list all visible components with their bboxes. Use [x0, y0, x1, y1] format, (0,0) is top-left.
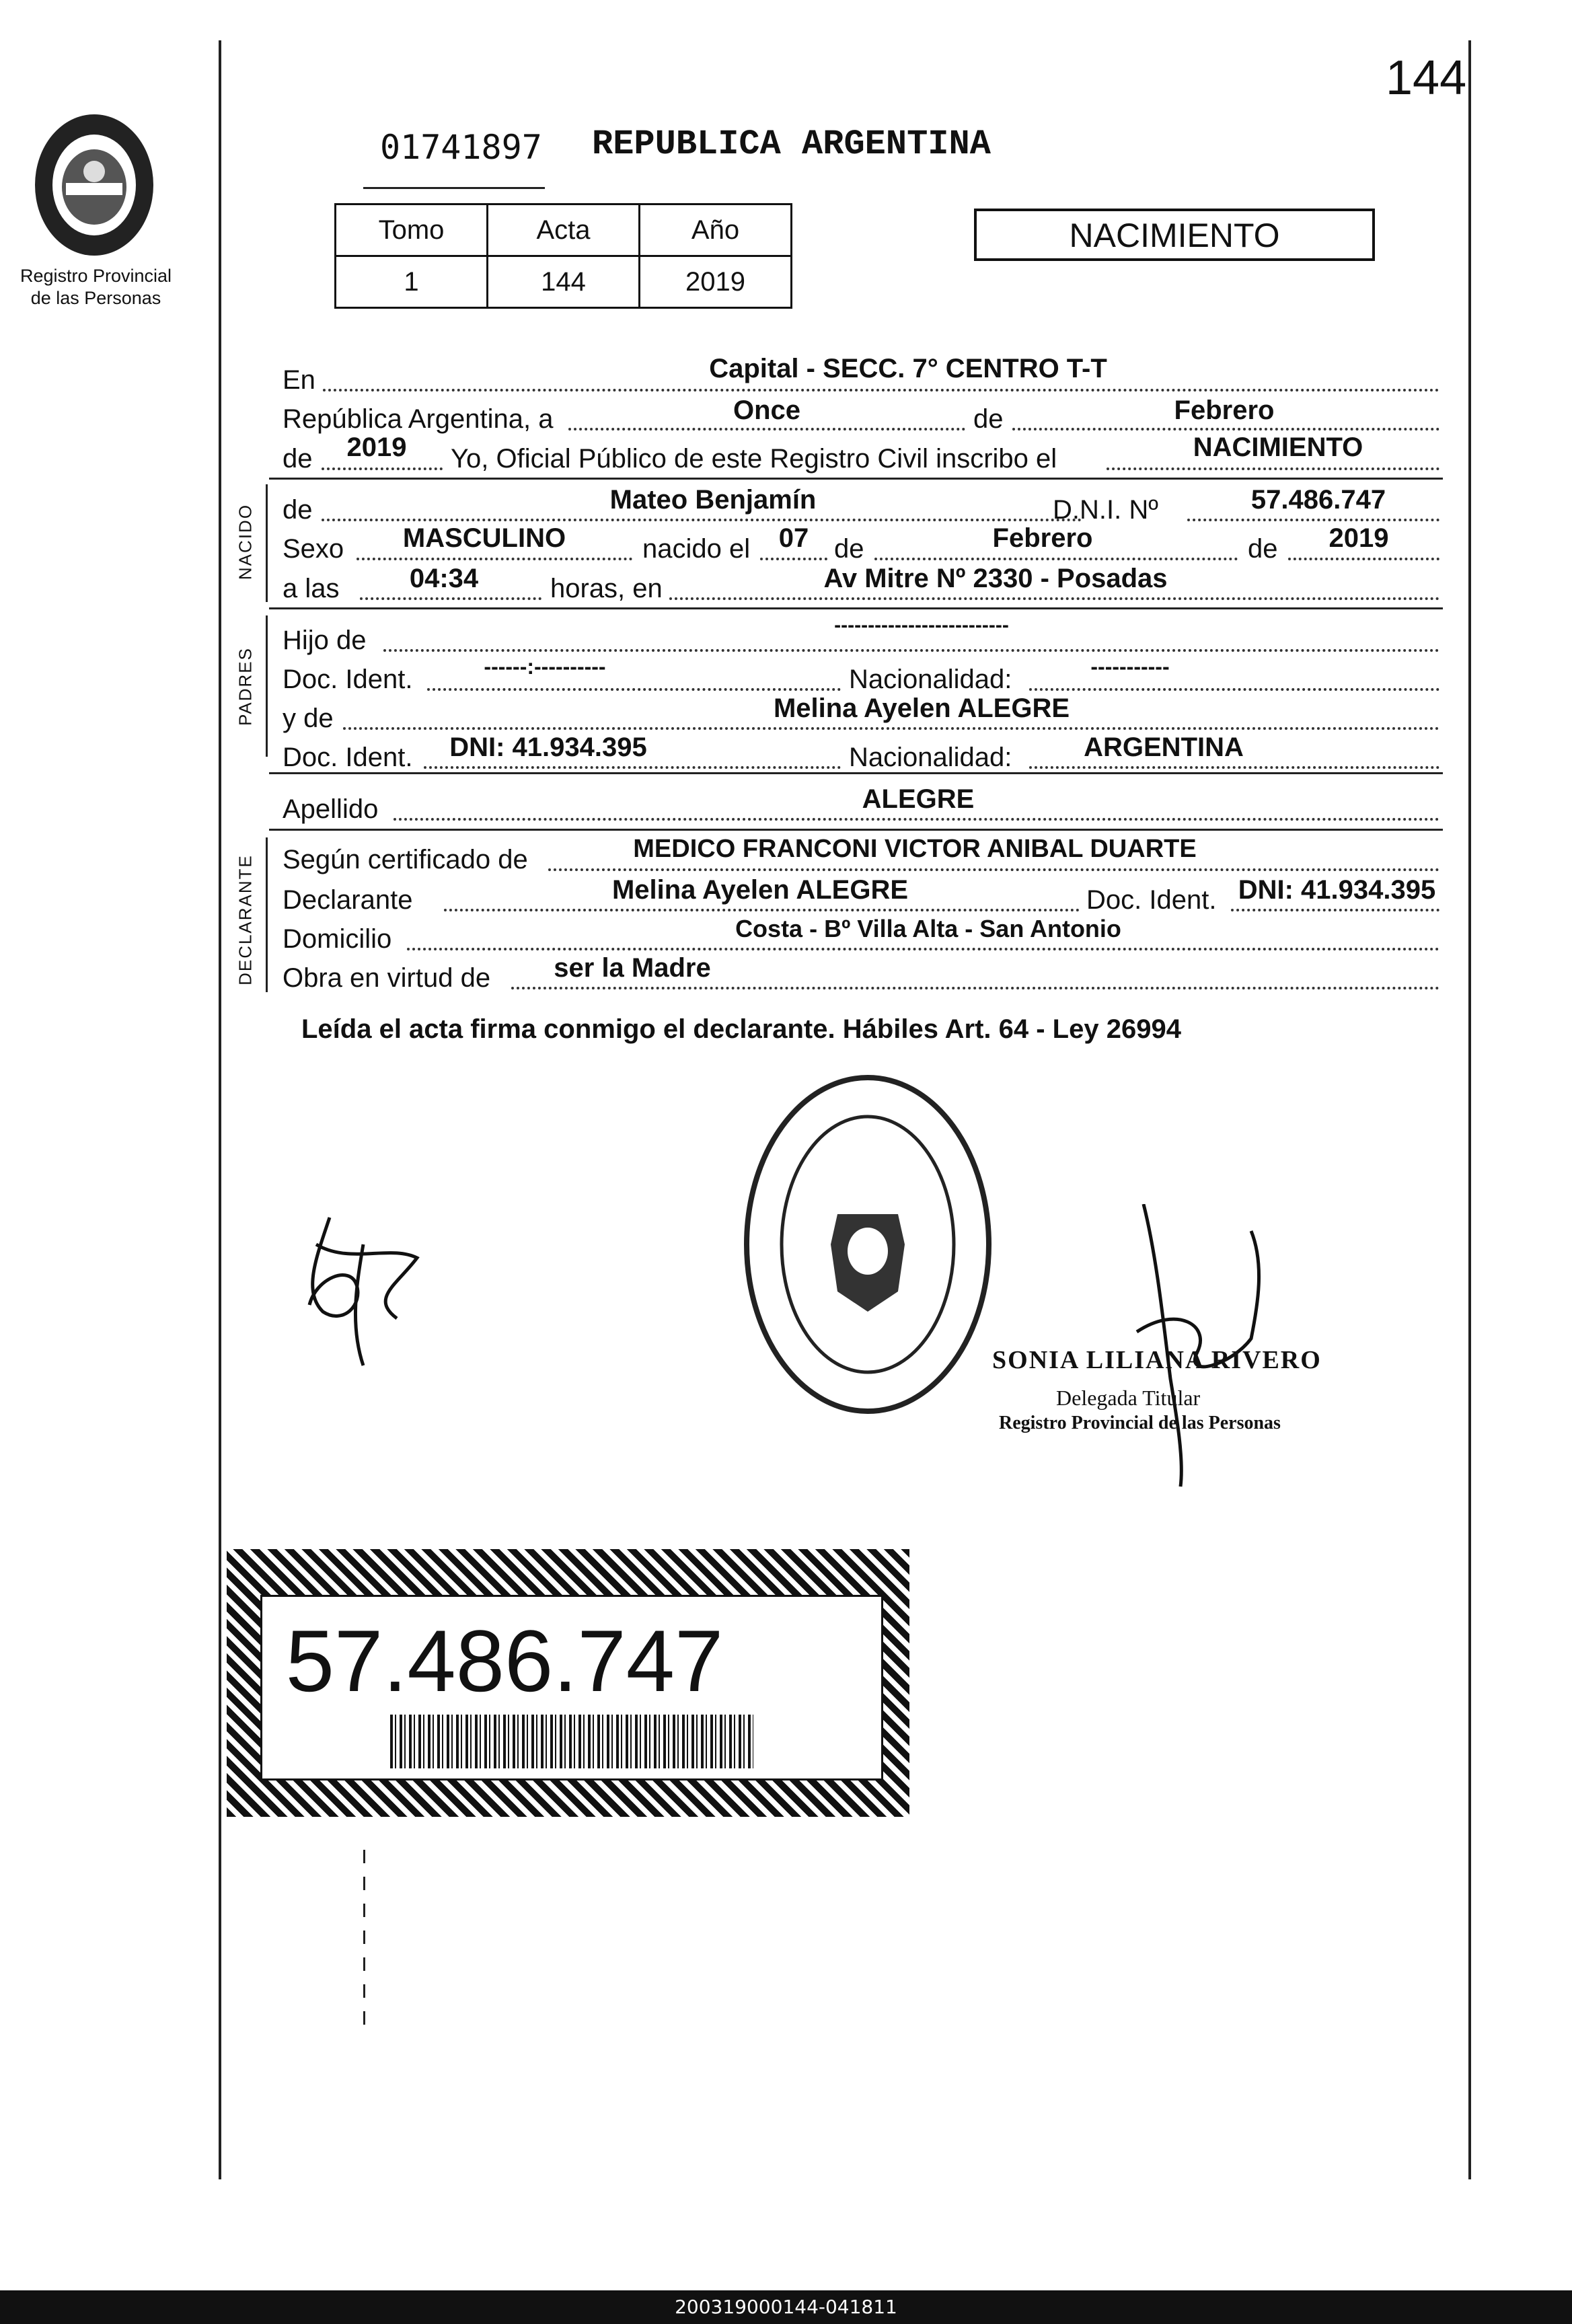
docdecl-value: DNI: 41.934.395: [1238, 875, 1436, 905]
serial-underline: [363, 187, 545, 189]
anio-value: 2019: [640, 256, 792, 308]
dni-value: 57.486.747: [1250, 485, 1386, 515]
hora-value: 04:34: [409, 564, 479, 593]
closing-statement: Leída el acta firma conmigo el declarante. Hábiles Art. 64 - Ley 26994: [301, 1014, 1181, 1044]
obra-dots: [511, 987, 1439, 989]
hora-dots: [360, 597, 541, 600]
en-value: Capital - SECC. 7° CENTRO T-T: [709, 354, 1107, 383]
domicilio-label: Domicilio: [283, 924, 392, 954]
declarante-bracket: [266, 837, 268, 992]
acta-value: 144: [488, 256, 640, 308]
document-title: REPUBLICA ARGENTINA: [592, 124, 991, 164]
section-divider-4: [269, 829, 1443, 831]
footer-code-bar: [0, 2290, 1572, 2324]
nacido-mes-dots: [874, 558, 1238, 560]
stamp-text: [780, 1083, 781, 1084]
section-divider-3: [269, 772, 1443, 774]
nacido-anio-dots: [1288, 558, 1439, 560]
apellido-dots: [394, 818, 1439, 821]
republica-label: República Argentina, a: [283, 404, 554, 434]
nacido-de-label: de: [834, 534, 864, 564]
official-role: Delegada Titular: [1056, 1386, 1201, 1410]
en-label: En: [283, 365, 315, 395]
nombre-value: Mateo Benjamín: [609, 485, 817, 515]
obra-label: Obra en virtud de: [283, 963, 491, 993]
nacido-anio: 2019: [1328, 523, 1389, 553]
dni-sticker: [227, 1549, 909, 1817]
sexo-label: Sexo: [283, 534, 344, 564]
cert-value: MEDICO FRANCONI VICTOR ANIBAL DUARTE: [633, 835, 1197, 863]
official-stamp: [737, 1070, 999, 1419]
document-type: NACIMIENTO: [1069, 217, 1280, 254]
sexo-value: MASCULINO: [402, 523, 566, 553]
madre-value: Melina Ayelen ALEGRE: [773, 694, 1070, 723]
lugar-value: Av Mitre Nº 2330 - Posadas: [823, 564, 1168, 593]
tomo-acta-table: [334, 203, 792, 309]
nac1-dots: [1029, 688, 1439, 691]
logo-caption-line1: Registro Provincial: [20, 266, 172, 286]
dni-label: D.N.I. Nº: [1053, 495, 1158, 525]
domicilio-value: Costa - Bº Villa Alta - San Antonio: [735, 915, 1121, 942]
nac1-label: Nacionalidad:: [849, 665, 1012, 694]
stamp-center-text: [854, 1278, 855, 1279]
anio-header: Año: [640, 204, 792, 256]
nacido-mes: Febrero: [992, 523, 1093, 553]
footer-code: 200319000144-041811: [675, 2296, 897, 2318]
nacido-bracket: [266, 484, 268, 602]
oficial-text: Yo, Oficial Público de este Registro Civil inscribo el: [451, 444, 1057, 474]
serial-number: 01741897: [380, 128, 542, 167]
doc1-value: ------:----------: [484, 654, 606, 679]
apellido-label: Apellido: [283, 794, 379, 824]
obra-value: ser la Madre: [554, 953, 711, 983]
nombre-dots: [322, 519, 1082, 521]
dni-sticker-number: 57.486.747: [285, 1612, 724, 1710]
en-dots: [323, 389, 1439, 391]
nacido-dia-dots: [760, 558, 827, 560]
doc1-dots: [427, 688, 841, 691]
de-label-2: de: [283, 444, 313, 474]
official-name: SONIA LILIANA RIVERO: [992, 1346, 1322, 1374]
cert-dots: [548, 868, 1439, 871]
madre-dots: [343, 727, 1439, 730]
horas-label: horas, en: [550, 574, 663, 603]
nac2-label: Nacionalidad:: [849, 743, 1012, 772]
doc1-label: Doc. Ident.: [283, 665, 413, 694]
side-label-padres: PADRES: [235, 647, 256, 726]
anio-dots: [322, 467, 443, 470]
a-las-label: a las: [283, 574, 340, 603]
barcode: [390, 1715, 753, 1768]
nacido-de2-label: de: [1248, 534, 1278, 564]
yde-label: y de: [283, 704, 334, 733]
nacido-dia: 07: [778, 523, 809, 553]
side-label-nacido: NACIDO: [235, 503, 256, 580]
dia-dots: [568, 428, 965, 430]
declarante-value: Melina Ayelen ALEGRE: [611, 875, 909, 905]
docdecl-dots: [1231, 909, 1439, 911]
document-type-box: [974, 209, 1375, 261]
nac2-dots: [1029, 766, 1439, 769]
stamp-bottom-text: [807, 1318, 808, 1319]
doc2-value: DNI: 41.934.395: [449, 733, 647, 762]
hijo-dots: [383, 649, 1439, 652]
apellido-value: ALEGRE: [862, 784, 975, 814]
official-office: Registro Provincial de las Personas: [999, 1413, 1281, 1433]
doc2-dots: [424, 766, 841, 769]
doc2-label: Doc. Ident.: [283, 743, 413, 772]
padres-bracket: [266, 615, 268, 757]
nacido-label: nacido el: [642, 534, 751, 564]
declarante-label: Declarante: [283, 885, 413, 915]
dashed-mark-1: [363, 1850, 365, 2025]
sexo-dots: [357, 558, 632, 560]
dni-dots: [1187, 519, 1439, 521]
dia-value: Once: [733, 396, 801, 425]
mes-value: Febrero: [1174, 396, 1275, 425]
tipo-value: NACIMIENTO: [1193, 433, 1363, 462]
left-margin-line: [219, 40, 221, 2179]
lugar-dots: [669, 597, 1439, 600]
tomo-header: Tomo: [336, 204, 488, 256]
declarant-signature: [289, 1204, 437, 1379]
docdecl-label: Doc. Ident.: [1086, 885, 1217, 915]
acta-header: Acta: [488, 204, 640, 256]
tipo-dots: [1107, 467, 1439, 470]
de-label: de: [973, 404, 1004, 434]
page-number: 144: [1386, 51, 1467, 105]
nac1-value: -----------: [1090, 654, 1170, 679]
mes-dots: [1012, 428, 1439, 430]
domicilio-dots: [407, 948, 1439, 950]
dni-sticker-inner: [260, 1595, 883, 1781]
section-divider-1: [269, 478, 1443, 480]
nombre-label: de: [283, 495, 313, 525]
side-label-declarante: DECLARANTE: [235, 854, 256, 985]
nac2-value: ARGENTINA: [1084, 733, 1244, 762]
declarante-dots: [444, 909, 1080, 911]
provincial-logo: [27, 108, 161, 262]
hijo-label: Hijo de: [283, 626, 367, 655]
section-divider-2: [269, 607, 1443, 609]
right-margin-line: [1468, 40, 1471, 2179]
anio-value: 2019: [346, 433, 407, 462]
logo-caption-line2: de las Personas: [30, 288, 161, 308]
hijo-value: --------------------------: [834, 614, 1009, 636]
cert-label: Según certificado de: [283, 845, 528, 874]
tomo-value: 1: [336, 256, 488, 308]
